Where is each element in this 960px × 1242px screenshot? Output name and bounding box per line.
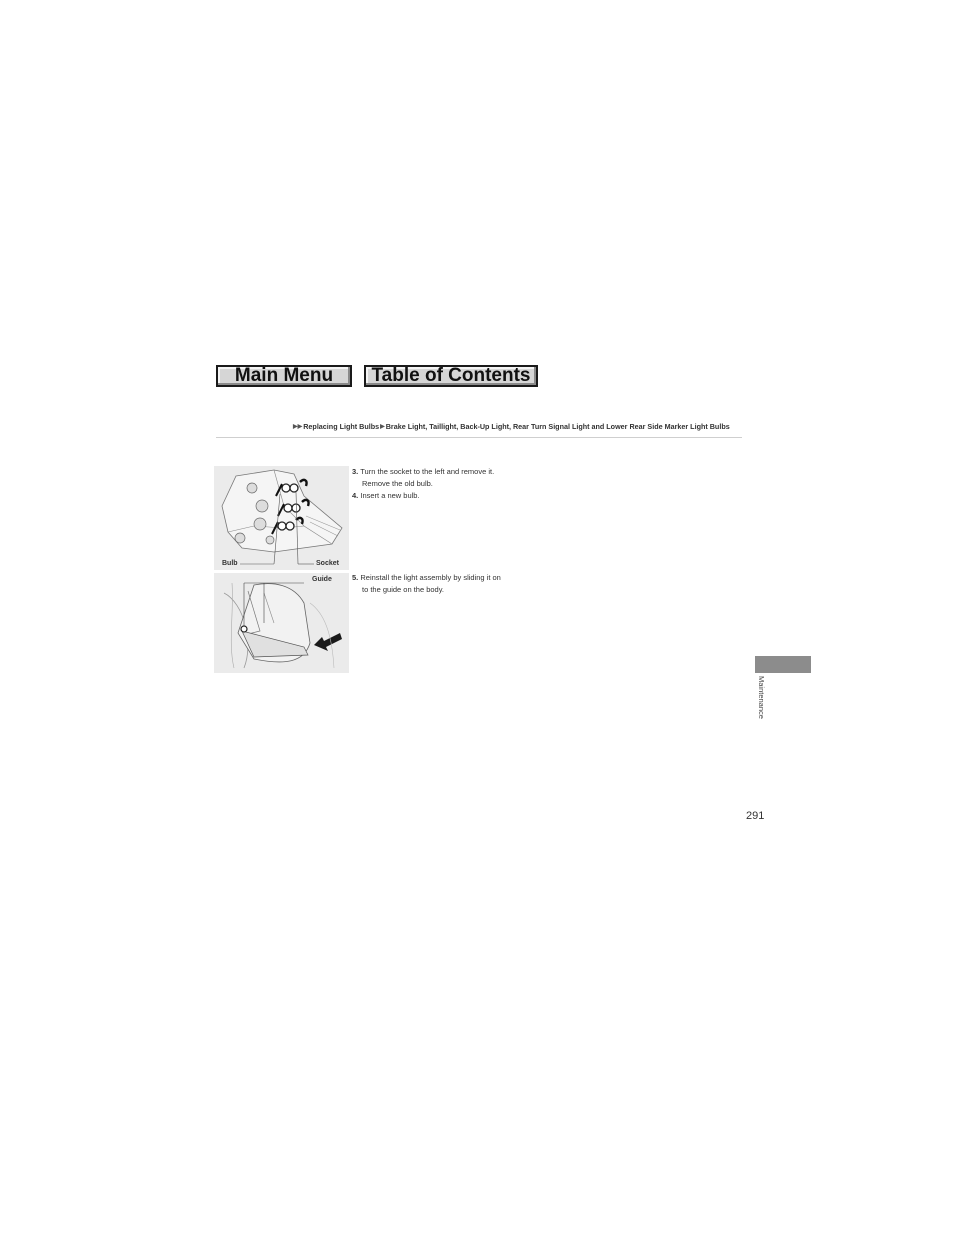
bulb-label: Bulb [222, 560, 238, 567]
step-text: Insert a new bulb. [360, 491, 420, 500]
light-assembly-guide-drawing [214, 573, 349, 673]
step-text-continued: Remove the old bulb. [362, 478, 433, 488]
page-number: 291 [746, 810, 765, 822]
section-tab-label: Maintenance [757, 676, 766, 719]
taillight-assembly-drawing [214, 466, 349, 570]
guide-label: Guide [312, 576, 332, 583]
table-of-contents-button[interactable]: Table of Contents [364, 365, 538, 387]
step-text: Turn the socket to the left and remove it. [360, 467, 495, 476]
step-4 [352, 490, 552, 502]
step-3 [352, 466, 552, 489]
socket-label: Socket [316, 560, 339, 567]
breadcrumb [292, 422, 730, 431]
main-menu-button[interactable]: Main Menu [216, 365, 352, 387]
guide-illustration [214, 573, 349, 673]
step-number: 5. [352, 573, 359, 582]
step-text-continued: to the guide on the body. [362, 584, 445, 594]
step-number: 4. [352, 491, 359, 500]
step-5 [352, 572, 552, 595]
step-text: Reinstall the light assembly by sliding it on [360, 573, 501, 582]
header-divider [216, 437, 742, 438]
breadcrumb-topic: Brake Light, Taillight, Back-Up Light, Rear Turn Signal Light and Lower Rear Side Marker Light Bulbs [385, 422, 730, 431]
section-tab[interactable] [755, 656, 811, 673]
step-number: 3. [352, 467, 359, 476]
breadcrumb-separator-icon: ▶ [380, 424, 385, 430]
breadcrumb-section[interactable]: Replacing Light Bulbs [303, 422, 380, 431]
bulb-socket-illustration [214, 466, 349, 570]
breadcrumb-arrows-icon: ▶▶ [293, 424, 303, 430]
